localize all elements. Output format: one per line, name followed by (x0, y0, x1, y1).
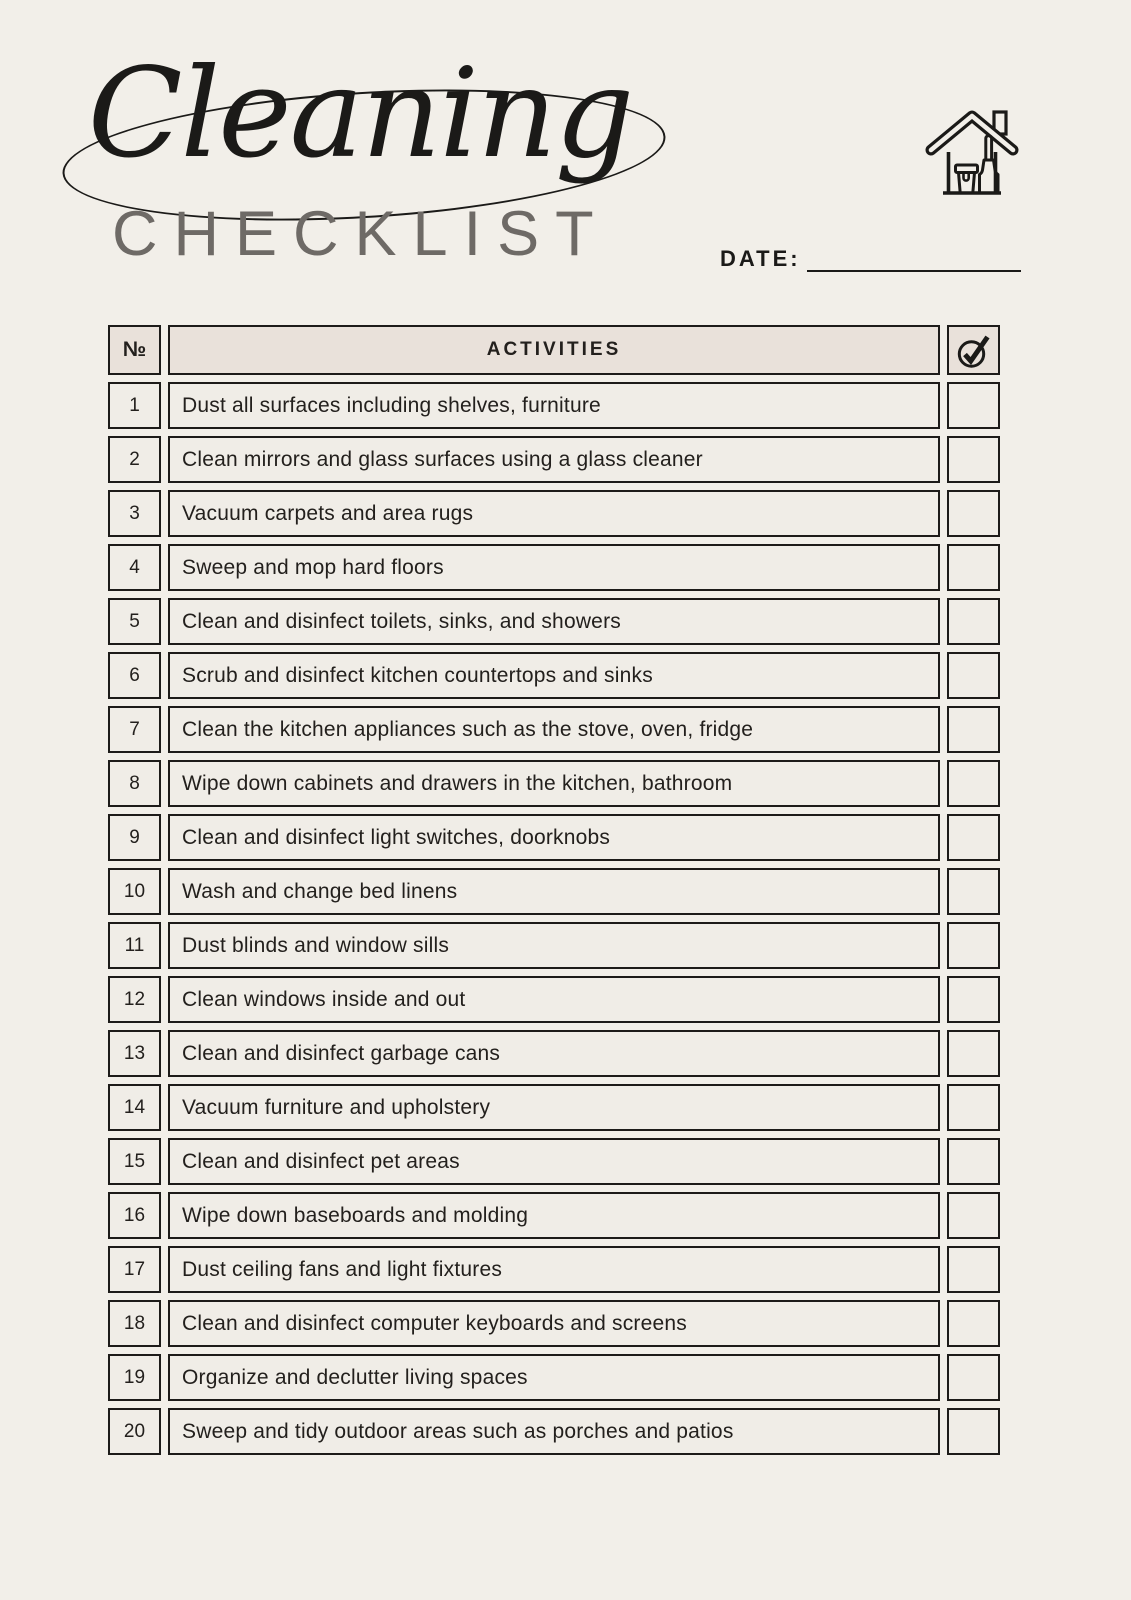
row-number-cell: 15 (108, 1138, 161, 1185)
row-checkbox[interactable] (947, 1300, 1000, 1347)
house-cleaning-icon (925, 108, 1019, 198)
header-number-cell: № (108, 325, 161, 375)
table-row (108, 652, 1000, 699)
row-checkbox[interactable] (947, 490, 1000, 537)
row-number-cell: 13 (108, 1030, 161, 1077)
table-row (108, 706, 1000, 753)
row-checkbox[interactable] (947, 706, 1000, 753)
check-circle-icon (956, 331, 992, 369)
row-activity-cell: Clean and disinfect pet areas (168, 1138, 940, 1185)
row-checkbox[interactable] (947, 976, 1000, 1023)
row-activity-cell: Clean windows inside and out (168, 976, 940, 1023)
row-checkbox[interactable] (947, 922, 1000, 969)
table-row (108, 868, 1000, 915)
table-row (108, 490, 1000, 537)
row-number-cell: 18 (108, 1300, 161, 1347)
row-activity-cell: Clean the kitchen appliances such as the stove, oven, fridge (168, 706, 940, 753)
row-number-cell: 2 (108, 436, 161, 483)
table-row (108, 1354, 1000, 1401)
header-activities-cell: ACTIVITIES (168, 325, 940, 375)
row-number-cell: 3 (108, 490, 161, 537)
row-number-cell: 20 (108, 1408, 161, 1455)
row-checkbox[interactable] (947, 1084, 1000, 1131)
table-row (108, 1408, 1000, 1455)
table-row (108, 436, 1000, 483)
row-number-cell: 5 (108, 598, 161, 645)
row-number-cell: 16 (108, 1192, 161, 1239)
table-row (108, 1138, 1000, 1185)
date-label: DATE: (720, 246, 801, 271)
row-activity-cell: Wipe down baseboards and molding (168, 1192, 940, 1239)
table-body (108, 382, 1000, 1455)
row-checkbox[interactable] (947, 598, 1000, 645)
row-checkbox[interactable] (947, 652, 1000, 699)
row-activity-cell: Vacuum carpets and area rugs (168, 490, 940, 537)
row-checkbox[interactable] (947, 1246, 1000, 1293)
row-number-cell: 6 (108, 652, 161, 699)
row-activity-cell: Clean and disinfect garbage cans (168, 1030, 940, 1077)
row-activity-cell: Dust blinds and window sills (168, 922, 940, 969)
row-checkbox[interactable] (947, 1138, 1000, 1185)
row-number-cell: 8 (108, 760, 161, 807)
row-checkbox[interactable] (947, 1408, 1000, 1455)
row-checkbox[interactable] (947, 544, 1000, 591)
row-checkbox[interactable] (947, 436, 1000, 483)
table-row (108, 1030, 1000, 1077)
table-row (108, 976, 1000, 1023)
table-row (108, 1084, 1000, 1131)
row-number-cell: 4 (108, 544, 161, 591)
date-row (720, 248, 1021, 272)
table-row (108, 544, 1000, 591)
row-number-cell: 19 (108, 1354, 161, 1401)
row-activity-cell: Clean and disinfect toilets, sinks, and showers (168, 598, 940, 645)
table-row (108, 1300, 1000, 1347)
row-activity-cell: Clean and disinfect computer keyboards and screens (168, 1300, 940, 1347)
row-activity-cell: Wash and change bed linens (168, 868, 940, 915)
table-row (108, 1192, 1000, 1239)
row-checkbox[interactable] (947, 868, 1000, 915)
row-number-cell: 9 (108, 814, 161, 861)
table-row (108, 922, 1000, 969)
row-number-cell: 1 (108, 382, 161, 429)
row-number-cell: 12 (108, 976, 161, 1023)
row-number-cell: 11 (108, 922, 161, 969)
row-checkbox[interactable] (947, 382, 1000, 429)
header-check-cell (947, 325, 1000, 375)
table-header-row (108, 325, 1000, 375)
row-activity-cell: Sweep and tidy outdoor areas such as porches and patios (168, 1408, 940, 1455)
row-activity-cell: Scrub and disinfect kitchen countertops and sinks (168, 652, 940, 699)
row-number-cell: 17 (108, 1246, 161, 1293)
checklist-table (108, 325, 1000, 1455)
row-activity-cell: Organize and declutter living spaces (168, 1354, 940, 1401)
table-row (108, 1246, 1000, 1293)
row-checkbox[interactable] (947, 814, 1000, 861)
row-checkbox[interactable] (947, 760, 1000, 807)
row-activity-cell: Clean and disinfect light switches, doorknobs (168, 814, 940, 861)
row-checkbox[interactable] (947, 1192, 1000, 1239)
row-activity-cell: Sweep and mop hard floors (168, 544, 940, 591)
table-row (108, 760, 1000, 807)
row-activity-cell: Clean mirrors and glass surfaces using a glass cleaner (168, 436, 940, 483)
row-checkbox[interactable] (947, 1354, 1000, 1401)
page-title-caps: CHECKLIST (112, 199, 610, 269)
row-checkbox[interactable] (947, 1030, 1000, 1077)
page-title-script: Cleaning (87, 42, 633, 186)
table-row (108, 598, 1000, 645)
row-number-cell: 7 (108, 706, 161, 753)
row-activity-cell: Vacuum furniture and upholstery (168, 1084, 940, 1131)
row-activity-cell: Wipe down cabinets and drawers in the kitchen, bathroom (168, 760, 940, 807)
table-row (108, 382, 1000, 429)
row-number-cell: 14 (108, 1084, 161, 1131)
row-number-cell: 10 (108, 868, 161, 915)
table-row (108, 814, 1000, 861)
date-fill-in-line[interactable] (807, 248, 1021, 272)
row-activity-cell: Dust ceiling fans and light fixtures (168, 1246, 940, 1293)
row-activity-cell: Dust all surfaces including shelves, furniture (168, 382, 940, 429)
